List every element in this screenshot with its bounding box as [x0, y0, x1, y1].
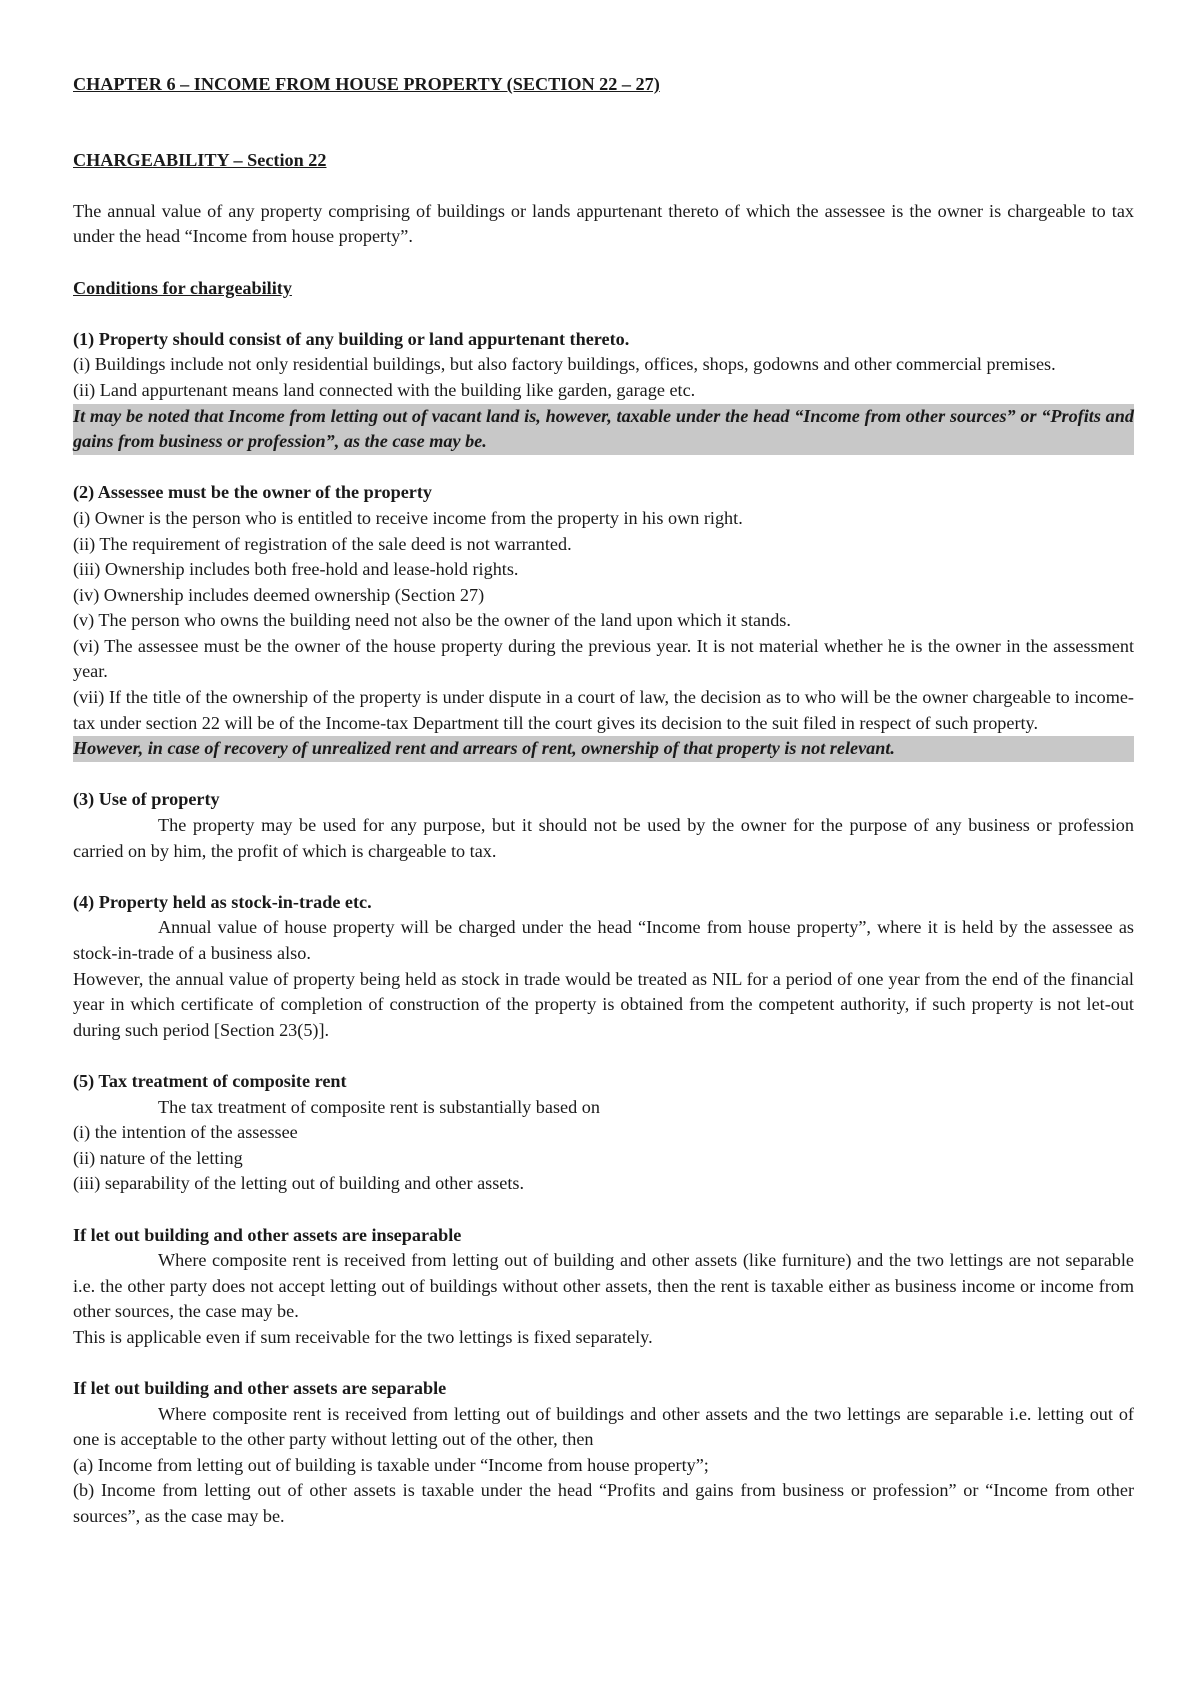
chapter-title: CHAPTER 6 – INCOME FROM HOUSE PROPERTY (SECTION 22 – 27) [73, 74, 660, 94]
cond1-title: (1) Property should consist of any building or land appurtenant thereto. [73, 328, 630, 349]
cond2-item: (i) Owner is the person who is entitled to receive income from the property in his own right. [73, 507, 743, 528]
cond2-note: However, in case of recovery of unrealized rent and arrears of rent, ownership of that property is not relevant. [73, 736, 1134, 762]
inseparable-title: If let out building and other assets are inseparable [73, 1224, 462, 1245]
cond1-note: It may be noted that Income from letting out of vacant land is, however, taxable under the head “Income from other sources” or “Profits and gains from business or profession”, as the case may be. [73, 404, 1134, 455]
inseparable-text2: This is applicable even if sum receivable for the two lettings is fixed separately. [73, 1326, 653, 1347]
cond3-text: The property may be used for any purpose, but it should not be used by the owner for the purpose of any business or profession carried on by him, the profit of which is chargeable to tax. [73, 815, 1134, 861]
cond2-item: (vii) If the title of the ownership of the property is under dispute in a court of law, the decision as to who will be the owner chargeable to income-tax under section 22 will be of the Income-tax Department till the court gives its decision to the suit filed in respect of such property. [73, 687, 1134, 733]
cond5-item: (iii) separability of the letting out of building and other assets. [73, 1173, 525, 1194]
section-title: CHARGEABILITY – Section 22 [73, 149, 327, 170]
cond2-title: (2) Assessee must be the owner of the property [73, 482, 432, 503]
cond5-item: (ii) nature of the letting [73, 1147, 243, 1168]
cond2-item: (iv) Ownership includes deemed ownership (Section 27) [73, 584, 485, 605]
separable-item: (b) Income from letting out of other assets is taxable under the head “Profits and gains from business or profession” or “Income from other sources”, as the case may be. [73, 1480, 1134, 1527]
cond4-text2: However, the annual value of property being held as stock in trade would be treated as NIL for a period of one year from the end of the financial year in which certificate of completion of construction of the property is obtained from the competent authority, if such property is not let-out during such period [Section 23(5)]. [73, 968, 1134, 1040]
cond4-text: Annual value of house property will be charged under the head “Income from house property”, where it is held by the assessee as stock-in-trade of a business also. [73, 917, 1134, 963]
conditions-title: Conditions for chargeability [73, 277, 292, 298]
cond2-item: (v) The person who owns the building need not also be the owner of the land upon which it stands. [73, 610, 791, 631]
cond2-item: (ii) The requirement of registration of the sale deed is not warranted. [73, 533, 572, 554]
separable-text: Where composite rent is received from letting out of buildings and other assets and the two lettings are separable i.e. letting out of one is acceptable to the other party without letting out of the other, then [73, 1403, 1134, 1450]
intro-paragraph: The annual value of any property comprising of buildings or lands appurtenant thereto of which the assessee is the owner is chargeable to tax under the head “Income from house property”. [73, 200, 1134, 247]
cond2-item: (vi) The assessee must be the owner of the house property during the previous year. It is not material whether he is the owner in the assessment year. [73, 635, 1134, 682]
cond1-item: (ii) Land appurtenant means land connected with the building like garden, garage etc. [73, 379, 696, 400]
cond1-item: (i) Buildings include not only residential buildings, but also factory buildings, offices, shops, godowns and other commercial premises. [73, 354, 1056, 375]
separable-item: (a) Income from letting out of building is taxable under “Income from house property”; [73, 1454, 709, 1475]
cond5-title: (5) Tax treatment of composite rent [73, 1070, 347, 1091]
cond5-text: The tax treatment of composite rent is substantially based on [158, 1096, 600, 1117]
cond2-item: (iii) Ownership includes both free-hold and lease-hold rights. [73, 559, 519, 580]
separable-title: If let out building and other assets are separable [73, 1378, 447, 1399]
cond4-title: (4) Property held as stock-in-trade etc. [73, 891, 372, 912]
cond5-item: (i) the intention of the assessee [73, 1122, 298, 1143]
inseparable-text: Where composite rent is received from letting out of building and other assets (like furniture) and the two lettings are not separable i.e. the other party does not accept letting out of buildings without other assets, then the rent is taxable either as business income or income from other sources, the case may be. [73, 1250, 1134, 1322]
cond3-title: (3) Use of property [73, 789, 220, 810]
